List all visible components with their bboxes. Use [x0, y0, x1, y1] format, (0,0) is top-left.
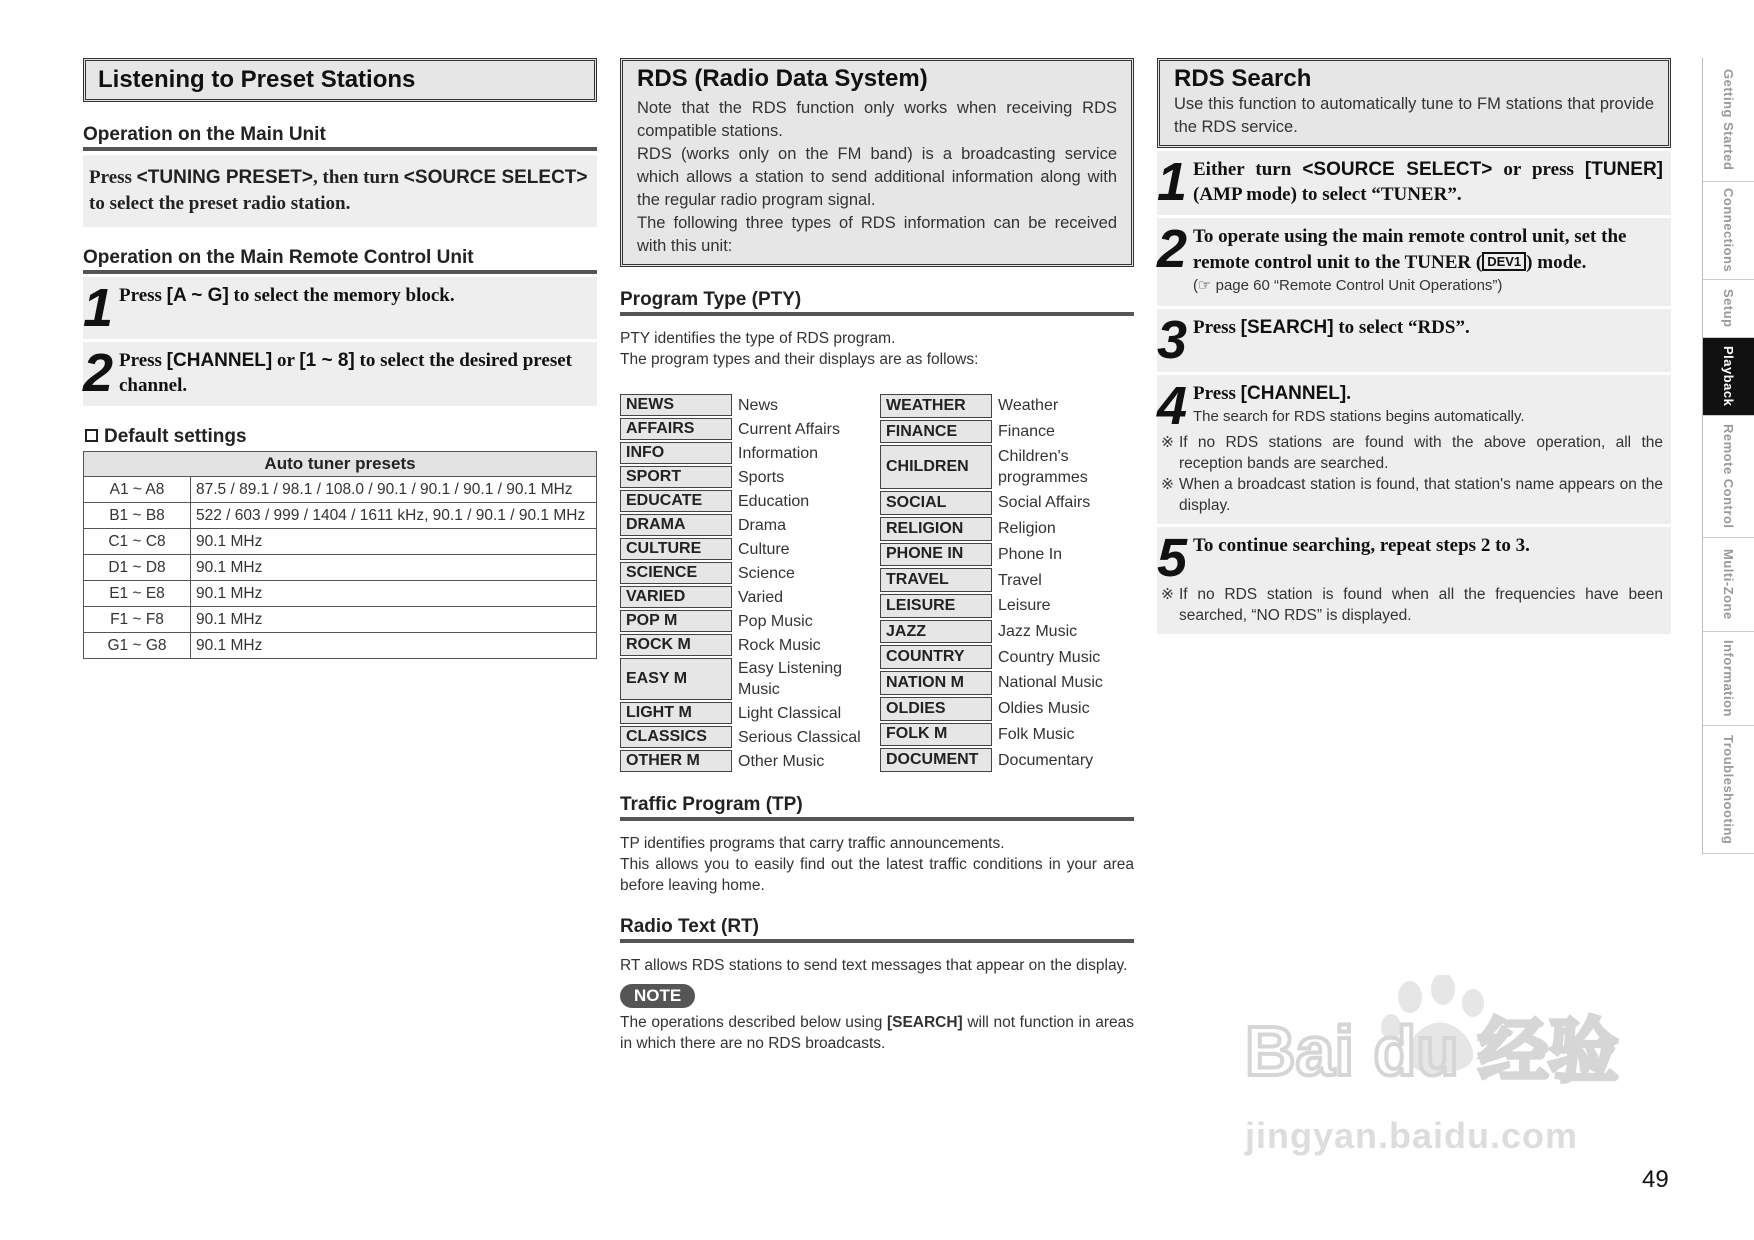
pty-display-name: Drama	[738, 516, 787, 534]
pty-tables	[620, 394, 1134, 772]
pty-code: POP M	[620, 610, 732, 632]
note-item: ※ If no RDS stations are found with the above operation, all the reception bands are searched.	[1161, 434, 1663, 472]
pty-code: LEISURE	[880, 594, 992, 618]
pty-code: DOCUMENT	[880, 748, 992, 772]
pty-code: INFO	[620, 442, 732, 464]
pty-code: AFFAIRS	[620, 418, 732, 440]
rds-title-box: RDS (Radio Data System) Note that the RDS function only works when receiving RDS compatible stations. RDS (works only on the FM band) is a broadcasting service which allows a station to send additional information along with the regular radio program signal. The following three types of RDS information can be received with this unit:	[620, 58, 1134, 267]
left-column	[83, 58, 597, 659]
pty-list-right	[880, 394, 1140, 772]
pty-display-name: Religion	[998, 520, 1056, 538]
remote-step-2: 2 Press [CHANNEL] or [1 ~ 8] to select the desired preset channel.	[83, 342, 597, 406]
pty-code: CULTURE	[620, 538, 732, 560]
pty-code: OTHER M	[620, 750, 732, 772]
pty-display-name: Children's programmes	[998, 448, 1088, 487]
rt-heading: Radio Text (RT)	[620, 916, 1134, 943]
pty-description: PTY identifies the type of RDS program. The program types and their displays are as follows:	[620, 330, 979, 368]
section-title-box	[83, 58, 597, 102]
tp-description: TP identifies programs that carry traffic announcements. This allows you to easily find out the latest traffic conditions in your area before leaving home.	[620, 835, 1134, 894]
pty-display-name: Phone In	[998, 545, 1063, 563]
pty-display-name: Other Music	[738, 752, 825, 770]
pty-display-name: Jazz Music	[998, 623, 1078, 641]
tp-heading: Traffic Program (TP)	[620, 794, 1134, 821]
main-unit-heading: Operation on the Main Unit	[83, 124, 597, 151]
pty-code: FOLK M	[880, 723, 992, 747]
main-unit-instruction: Press <TUNING PRESET>, then turn <SOURCE SELECT> to select the preset radio station.	[83, 155, 597, 227]
table-row: A1 ~ A8 87.5 / 89.1 / 98.1 / 108.0 / 90.1 / 90.1 / 90.1 / 90.1 MHz	[84, 477, 597, 503]
section-title: RDS Search	[1174, 65, 1312, 92]
watermark-url: jingyan.baidu.com	[1245, 1115, 1579, 1156]
pty-code: PHONE IN	[880, 543, 992, 567]
note-badge: NOTE	[620, 984, 695, 1008]
page-number: 49	[1642, 1166, 1669, 1193]
pty-code: SPORT	[620, 466, 732, 488]
pty-display-name: Leisure	[998, 597, 1051, 615]
pty-display-name: Country Music	[998, 648, 1101, 666]
pty-display-name: Finance	[998, 423, 1055, 441]
pty-code: VARIED	[620, 586, 732, 608]
pty-code: TRAVEL	[880, 568, 992, 592]
chapter-tabs	[1702, 58, 1754, 854]
pty-display-name: Information	[738, 444, 819, 462]
pty-code: SOCIAL	[880, 491, 992, 515]
pty-display-name: Social Affairs	[998, 494, 1091, 512]
pty-display-name: Sports	[738, 468, 785, 486]
search-step-3: 3 Press [SEARCH] to select “RDS”.	[1157, 309, 1671, 372]
tab-remote-control[interactable]: Remote Control	[1703, 416, 1754, 538]
pty-code: LIGHT M	[620, 702, 732, 724]
right-column	[1157, 58, 1671, 634]
pty-list-left	[620, 394, 880, 772]
pty-display-name: Varied	[738, 588, 784, 606]
pty-display-name: Current Affairs	[738, 420, 840, 438]
note-item: ※ When a broadcast station is found, that station's name appears on the display.	[1161, 476, 1663, 514]
pty-code: EASY M	[620, 658, 732, 700]
note-item: ※ If no RDS station is found when all the frequencies have been searched, “NO RDS” is displayed.	[1161, 586, 1663, 624]
search-step-4: 4 Press [CHANNEL]. The search for RDS stations begins automatically. ※ If no RDS stations are found with the above operation, all the reception bands are searched. ※ When a broadcast station is found, that station's name appears on the display.	[1157, 375, 1671, 524]
table-row: E1 ~ E8 90.1 MHz	[84, 581, 597, 607]
checkbox-square-icon	[85, 429, 98, 442]
pty-display-name: Education	[738, 492, 810, 510]
table-row: C1 ~ C8 90.1 MHz	[84, 529, 597, 555]
pty-display-name: Rock Music	[738, 636, 821, 654]
pty-display-name: Serious Classical	[738, 728, 861, 746]
remote-step-1: 1 Press [A ~ G] to select the memory block.	[83, 277, 597, 339]
pty-display-name: Science	[738, 564, 795, 582]
tab-playback[interactable]: Playback	[1703, 338, 1754, 416]
pty-code: DRAMA	[620, 514, 732, 536]
tab-setup[interactable]: Setup	[1703, 280, 1754, 338]
search-step-2: 2 To operate using the main remote control unit, set the remote control unit to the TUNER ( DEV1 ) mode. (☞ page 60 “Remote Control Unit Operations”)	[1157, 218, 1671, 306]
pty-display-name: Folk Music	[998, 725, 1075, 743]
pointing-hand-icon: ☞	[1198, 277, 1212, 294]
watermark-logo-text: Bai du 经验	[1245, 1012, 1619, 1085]
pty-display-name: Documentary	[998, 751, 1094, 769]
pty-display-name: Pop Music	[738, 612, 813, 630]
pty-heading: Program Type (PTY)	[620, 289, 1134, 316]
pty-code: NEWS	[620, 394, 732, 416]
auto-tuner-presets-table	[83, 451, 597, 659]
pty-display-name: National Music	[998, 674, 1103, 692]
tab-information[interactable]: Information	[1703, 632, 1754, 726]
middle-column	[620, 58, 1134, 1054]
pty-display-name: Light Classical	[738, 704, 842, 722]
pty-code: FINANCE	[880, 420, 992, 444]
reference-mark-icon: ※	[1161, 434, 1174, 451]
pty-display-name: Culture	[738, 540, 790, 558]
table-header: Auto tuner presets	[84, 452, 597, 477]
section-title: Listening to Preset Stations	[98, 66, 416, 93]
search-step-1: 1 Either turn <SOURCE SELECT> or press [TUNER] (AMP mode) to select “TUNER”.	[1157, 151, 1671, 215]
default-settings-heading: Default settings	[83, 426, 597, 448]
pty-display-name: Oldies Music	[998, 700, 1090, 718]
tab-multi-zone[interactable]: Multi-Zone	[1703, 538, 1754, 632]
pty-code: COUNTRY	[880, 645, 992, 669]
pty-code: NATION M	[880, 671, 992, 695]
table-row: B1 ~ B8 522 / 603 / 999 / 1404 / 1611 kHz, 90.1 / 90.1 / 90.1 MHz	[84, 503, 597, 529]
pty-code: CHILDREN	[880, 445, 992, 489]
table-row: G1 ~ G8 90.1 MHz	[84, 633, 597, 659]
baidu-watermark-logo	[1245, 975, 1645, 1085]
tab-troubleshooting[interactable]: Troubleshooting	[1703, 726, 1754, 854]
pty-code: SCIENCE	[620, 562, 732, 584]
pty-code: WEATHER	[880, 394, 992, 418]
pty-code: RELIGION	[880, 517, 992, 541]
reference-mark-icon: ※	[1161, 476, 1174, 493]
table-row: D1 ~ D8 90.1 MHz	[84, 555, 597, 581]
pty-display-name: Travel	[998, 571, 1042, 589]
search-step-5: 5 To continue searching, repeat steps 2 to 3. ※ If no RDS station is found when all the frequencies have been searched, “NO RDS” is displayed.	[1157, 527, 1671, 634]
pty-code: ROCK M	[620, 634, 732, 656]
remote-heading: Operation on the Main Remote Control Unit	[83, 247, 597, 274]
section-title: RDS (Radio Data System)	[637, 65, 928, 92]
pty-code: CLASSICS	[620, 726, 732, 748]
pty-display-name: Easy Listening Music	[738, 660, 843, 698]
pty-display-name: News	[738, 396, 779, 414]
table-row: F1 ~ F8 90.1 MHz	[84, 607, 597, 633]
pty-code: JAZZ	[880, 620, 992, 644]
pty-code: OLDIES	[880, 697, 992, 721]
pty-code: EDUCATE	[620, 490, 732, 512]
pty-display-name: Weather	[998, 397, 1059, 415]
tab-connections[interactable]: Connections	[1703, 182, 1754, 280]
reference-mark-icon: ※	[1161, 586, 1174, 603]
dev1-key-icon: DEV1	[1482, 252, 1526, 271]
rds-search-title-box: RDS Search Use this function to automatically tune to FM stations that provide the RDS service.	[1157, 58, 1671, 148]
note-text: The operations described below using [SEARCH] will not function in areas in which there are no RDS broadcasts.	[620, 1014, 1134, 1052]
tab-getting-started[interactable]: Getting Started	[1703, 58, 1754, 182]
rt-description: RT allows RDS stations to send text messages that appear on the display.	[620, 957, 1128, 974]
